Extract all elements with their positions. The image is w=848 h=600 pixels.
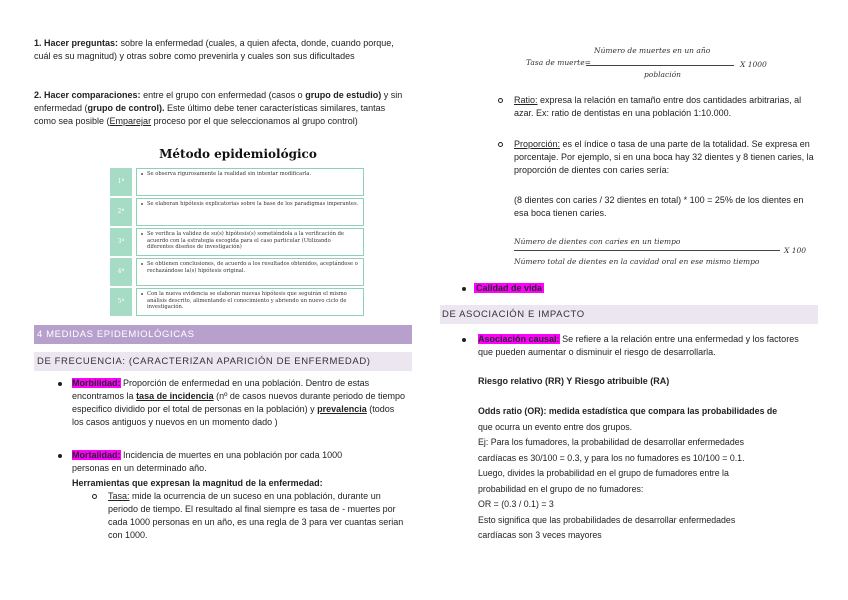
ratio-label: Ratio: <box>514 95 538 105</box>
item-proporcion: Proporción: es el índice o tasa de una parte de la totalidad. Se expresa en porcentaje. Por ejemplo, si en una boca hay 32 dientes y 8 tienen caries, la proporción de dientes con caries sería: <box>514 139 814 175</box>
item-tasa: Tasa: mide la ocurrencia de un suceso en una población, durante un periodo de tiempo. El resultado al final siempre es tasa de - muertes por cada 1000 personas en un año, es una regla de 3 para ver cuantas serian con 1000. <box>108 491 404 540</box>
step-box: Se verifica la validez de su(s) hipótesis(s) sometiéndola a la verificación de acuerdo con la estrategia escogida para el caso particular (Utilizando diferentes diseños de investigación) <box>136 228 364 256</box>
item-mortalidad: Mortalidad: Incidencia de muertes en una población por cada 1000 personas en un determinado año. <box>72 450 343 473</box>
paragraph-comparaciones: 2. Hacer comparaciones: entre el grupo con enfermedad (casos o grupo de estudio) y sin enfermedad (grupo de control). Este último debe tener características similares, tantas como sea posible (Emparejar proceso por el que seleccionamos al grupo control) <box>34 90 403 126</box>
calidad-vida-label: Calidad de vida <box>476 283 543 293</box>
step-number: 1ª <box>110 168 132 196</box>
step-number: 5ª <box>110 288 132 316</box>
step-number: 2ª <box>110 198 132 226</box>
formula-tasa-muerte <box>520 42 780 82</box>
bullet-dot <box>58 454 62 458</box>
formula-multiplier: X 100 <box>784 246 807 255</box>
formula-numerator: Número de dientes con caries en un tiempo <box>514 237 681 246</box>
step-number: 3ª <box>110 228 132 256</box>
emparejar-term: Emparejar <box>109 116 152 126</box>
item-morbilidad: Morbilidad: Proporción de enfermedad en una población. Dentro de estas encontramos la tasa de incidencia (nº de casos nuevos durante periodo de tiempo especifico dividido por el total de personas en la población) y prevalencia (todos los casos antiguos y nuevos en un momento dado ) <box>72 378 406 427</box>
circle-bullet <box>498 142 503 147</box>
comparaciones-heading: 2. Hacer comparaciones: <box>34 90 141 100</box>
proporcion-calculation: (8 dientes con caries / 32 dientes en total) * 100 = 25% de los dientes en esa boca tienen caries. <box>514 195 804 218</box>
tools-heading: Herramientas que expresan la magnitud de la enfermedad: <box>72 478 323 488</box>
mortalidad-label: Mortalidad: <box>72 450 121 460</box>
subsection-band-frecuencia: DE FRECUENCIA: (CARACTERIZAN APARICIÓN DE ENFERMEDAD) <box>34 352 412 371</box>
subsection-band-asociacion: DE ASOCIACIÓN E IMPACTO <box>440 305 818 324</box>
asociacion-causal-label: Asociación causal: <box>478 334 560 344</box>
fraction-line <box>586 65 734 66</box>
formula-numerator: Número de muertes en un año <box>594 46 711 55</box>
bullet-dot <box>462 338 466 342</box>
morbilidad-label: Morbilidad: <box>72 378 121 388</box>
circle-bullet <box>92 494 97 499</box>
bullet-dot <box>58 382 62 386</box>
prevalencia-term: prevalencia <box>317 404 367 414</box>
circle-bullet <box>498 98 503 103</box>
formula-denominator: Número total de dientes en la cavidad oral en ese mismo tiempo <box>514 257 760 266</box>
preguntas-heading: 1. Hacer preguntas: <box>34 38 119 48</box>
proporcion-label: Proporción: <box>514 139 561 149</box>
diagram-title: Método epidemiológico <box>159 147 317 161</box>
step-box: Se observa rigurosamente la realidad sin intentar modificarla. <box>136 168 364 196</box>
fraction-line <box>514 250 780 251</box>
tasa-label: Tasa: <box>108 491 130 501</box>
step-box: Se elaboran hipótesis explicatorias sobre la base de los paradigmas imperantes. <box>136 198 364 226</box>
item-ratio: Ratio: expresa la relación en tamaño entre dos cantidades arbitrarias, al azar. Ex: ratio de dentistas en una población 1:10.000. <box>514 95 802 118</box>
method-diagram <box>110 146 366 322</box>
formula-denominator: población <box>644 70 681 79</box>
step-number: 4ª <box>110 258 132 286</box>
paragraph-preguntas <box>34 37 404 63</box>
formula-lhs: Tasa de muerte= <box>526 58 591 67</box>
formula-proporcion <box>512 233 812 269</box>
item-calidad-vida <box>474 282 544 295</box>
preguntas-text: sobre la enfermedad (cuales, a quien afecta, donde, cuando porque, cuál es su magnitud) y otras sobre como prevenirla y cuales son sus dificultades <box>34 38 394 61</box>
bullet-dot <box>462 287 466 291</box>
odds-ratio-block: Odds ratio (OR): medida estadística que compara las probabilidades de que ocurra un evento entre dos grupos. Ej: Para los fumadores, la probabilidad de desarrollar enfermedades cardíacas es 30/100 = 0.3, y para los no fumadores es 10/100 = 0.1. Luego, divides la probabilidad en el grupo de fumadores entre la probabilidad en el grupo de no fumadores: OR = (0.3 / 0.1) = 3 Esto significa que las probabilidades de desarrollar enfermedades cardíacas son 3 veces mayores <box>478 406 778 540</box>
section-band-medidas: 4 MEDIDAS EPIDEMIOLÓGICAS <box>34 325 412 344</box>
formula-multiplier: X 1000 <box>740 60 767 69</box>
step-box: Se obtienen conclusiones, de acuerdo a los resultados obtenidos, aceptándose o rechazándose la(s) hipótesis original. <box>136 258 364 286</box>
step-box: Con la nueva evidencia se elaboran nuevas hipótesis que seguirán el mismo análisis descrito, alimentando el conocimiento y abriendo un nuevo ciclo de investigación. <box>136 288 364 316</box>
rr-heading: Riesgo relativo (RR) Y Riesgo atribuible (RA) <box>478 376 670 386</box>
item-asociacion-causal: Asociación causal: Se refiere a la relación entre una enfermedad y los factores que pueden aumentar o disminuir el riesgo de desarrollarla. <box>478 334 799 357</box>
tasa-incidencia-term: tasa de incidencia <box>136 391 214 401</box>
